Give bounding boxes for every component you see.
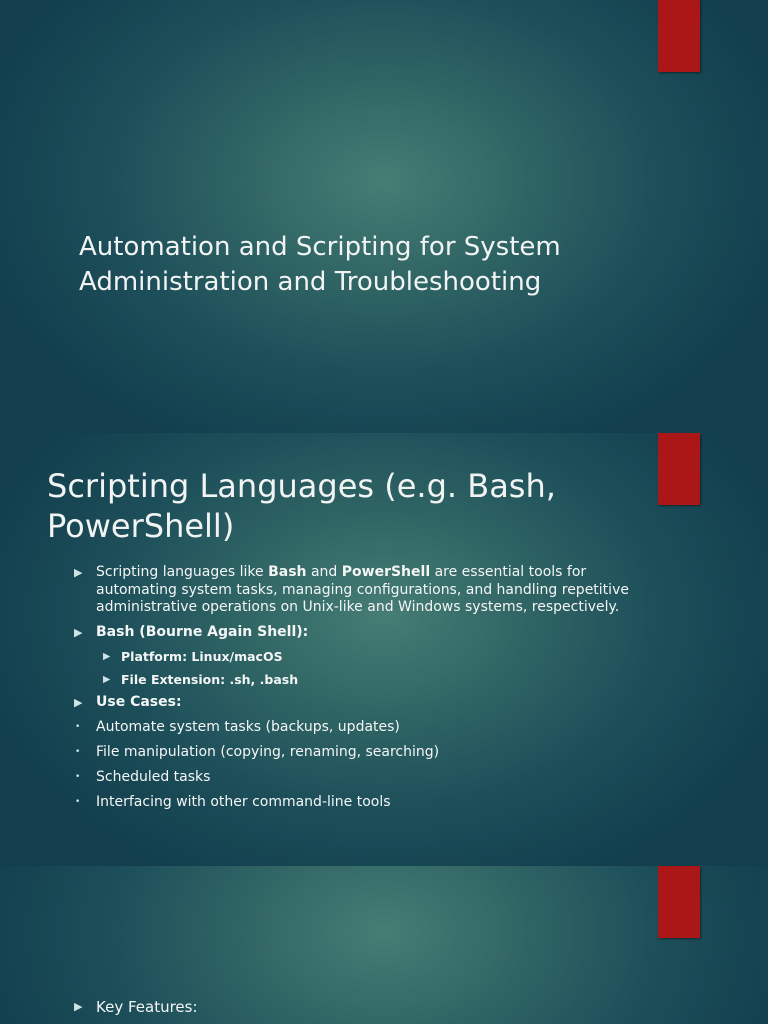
red-accent-tab — [658, 433, 700, 505]
dot-bullet-icon: • — [75, 796, 81, 807]
key-features-slide[interactable] — [0, 866, 768, 1024]
intro-bold-bash: Bash — [268, 564, 307, 580]
presentation-title: Automation and Scripting for System Administration and Troubleshooting — [79, 232, 561, 297]
list-item-intro — [74, 564, 634, 617]
list-item-use-case — [74, 744, 634, 762]
bullet-list — [74, 997, 198, 1017]
use-case-text: Interfacing with other command-line tools — [96, 793, 391, 810]
scripting-languages-slide[interactable] — [0, 433, 768, 866]
list-item-platform — [74, 648, 634, 665]
arrow-bullet-icon: ▶ — [74, 566, 83, 579]
intro-bold-powershell: PowerShell — [341, 564, 431, 580]
bash-file-extension: File Extension: .sh, .bash — [121, 672, 299, 687]
red-accent-tab — [658, 0, 700, 72]
title-slide[interactable] — [0, 0, 768, 433]
bash-heading: Bash (Bourne Again Shell): — [96, 623, 309, 640]
key-features-text: Key Features: — [96, 998, 198, 1016]
intro-text-3: are essential tools for automating system tasks, managing configurations, and handling repetitive administrative operations on Unix-like and Windows systems, respectively. — [96, 564, 629, 615]
intro-text-1: Scripting languages like — [96, 564, 269, 580]
arrow-bullet-icon: ▶ — [74, 1000, 83, 1013]
list-item-use-cases-heading — [74, 694, 634, 712]
bash-platform: Platform: Linux/macOS — [121, 649, 283, 664]
list-item-use-case — [74, 794, 634, 812]
use-case-text: File manipulation (copying, renaming, searching) — [96, 743, 440, 760]
arrow-bullet-icon: ▶ — [103, 674, 111, 685]
list-item-file-extension — [74, 671, 634, 688]
arrow-bullet-icon: ▶ — [103, 651, 111, 662]
red-accent-tab — [658, 866, 700, 938]
list-item-bash-heading — [74, 624, 634, 642]
use-cases-heading: Use Cases: — [96, 694, 182, 710]
dot-bullet-icon: • — [75, 721, 81, 732]
intro-text-2: and — [306, 564, 342, 580]
arrow-bullet-icon: ▶ — [74, 625, 83, 639]
slide-title: Scripting Languages (e.g. Bash, PowerShell) — [47, 467, 556, 545]
arrow-bullet-icon: ▶ — [74, 696, 83, 709]
dot-bullet-icon: • — [75, 746, 81, 757]
use-case-text: Scheduled tasks — [96, 768, 211, 785]
dot-bullet-icon: • — [75, 771, 81, 782]
bullet-list — [74, 564, 634, 819]
list-item-use-case — [74, 719, 634, 737]
list-item-use-case — [74, 769, 634, 787]
use-case-text: Automate system tasks (backups, updates) — [96, 718, 400, 735]
list-item-key-features — [74, 997, 198, 1017]
